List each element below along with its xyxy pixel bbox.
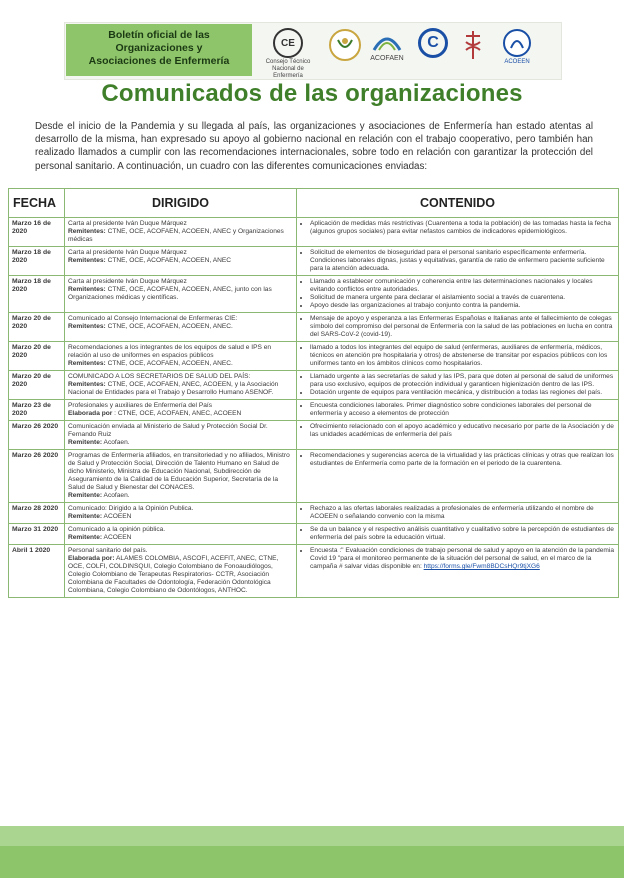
content-item-text: Se da un balance y el respectivo análisis cuantitativo y cualitativo sobre la percepción de estudiantes de enfermería del país sobre la educación virtual.: [310, 526, 614, 541]
row-senders-list: ACOEEN: [102, 534, 132, 541]
acofaen-logo-caption: ACOFAEN: [370, 55, 404, 62]
row-contenido: [297, 342, 619, 371]
row-senders: [68, 439, 293, 447]
acofaen-emblem-icon: [370, 28, 404, 54]
content-list: [300, 249, 615, 273]
row-senders: [68, 286, 293, 302]
row-recipient: Carta al presidente Iván Duque Márquez: [68, 220, 187, 227]
row-senders-label: Remitente:: [68, 534, 103, 541]
acoeen-emblem-icon: [502, 28, 532, 58]
content-item: [310, 389, 615, 397]
content-item-text: Llamado urgente a las secretarías de salud y las IPS, para que doten al personal de salud de uniformes para uso exclusivo, equipos de protección individual y garanticen higienización dentro de las IPS.: [310, 373, 614, 388]
row-dirigido: [65, 400, 297, 421]
bulletin-title-line-2: Organizaciones y: [115, 42, 203, 54]
row-date: Marzo 20 de 2020: [9, 313, 65, 342]
content-item: [310, 302, 615, 310]
row-recipient: Carta al presidente Iván Duque Márquez: [68, 249, 187, 256]
row-senders: [68, 360, 293, 368]
row-contenido: [297, 421, 619, 450]
content-list: [300, 402, 615, 418]
content-list: [300, 344, 615, 368]
content-item-text: Llamado a establecer comunicación y coherencia entre las determinaciones nacionales y locales evitando conflictos entre autoridades.: [310, 278, 593, 293]
row-senders-label: Remitentes:: [68, 381, 106, 388]
row-recipient: COMUNICADO A LOS SECRETARIOS DE SALUD DEL PAÍS:: [68, 373, 251, 380]
content-item: [310, 344, 615, 368]
row-recipient: Comunicación enviada al Ministerio de Salud y Protección Social Dr. Fernando Ruiz: [68, 423, 268, 438]
row-contenido: [297, 524, 619, 545]
acofaen-logo: [370, 28, 404, 62]
row-senders: [68, 534, 293, 542]
content-item: [310, 373, 615, 389]
anec-logo: [418, 28, 448, 58]
row-recipient: Comunicado a la opinión pública.: [68, 526, 166, 533]
content-list: [300, 373, 615, 397]
bulletin-title-line-3: Asociaciones de Enfermería: [88, 55, 230, 67]
header-dirigido: DIRIGIDO: [65, 189, 297, 218]
top-margin: [0, 0, 624, 14]
content-list: [300, 423, 615, 439]
table-row: [9, 371, 619, 400]
header-fecha: FECHA: [9, 189, 65, 218]
row-senders-list: Acofaen.: [102, 439, 130, 446]
content-list: [300, 526, 615, 542]
ctne-logo-caption: Consejo Técnico Nacional de Enfermería: [265, 59, 311, 79]
content-item-text: Aplicación de medidas más restrictivas (Cuarentena a toda la población) de las tomadas hasta la fecha (algunos grupos sociales) para evitar nefastos cambios de indicadores epidemiológicos.: [310, 220, 611, 235]
row-senders-list: CTNE, OCE, ACOFAEN, ACOEEN, ANEC y Organizaciones médicas: [68, 228, 284, 243]
content-item-text: Recomendaciones y sugerencias acerca de la virtualidad y las prácticas clínicas y otras que realizan los estudiantes de Enfermería como parte de la formación en el periodo de la cuarentena.: [310, 452, 614, 467]
header-contenido: CONTENIDO: [297, 189, 619, 218]
row-senders: [68, 381, 293, 397]
content-item-text: Solicitud de elementos de bioseguridad para el personal sanitario específicamente enfermería. Condiciones laborales dignas, justas y equitativas, garantía de ratio de enfermero paciente suficiente para la atención adecuada.: [310, 249, 605, 272]
organization-logos: [258, 26, 558, 79]
row-senders-list: ACOEEN: [102, 513, 132, 520]
row-senders-label: Remitente:: [68, 513, 103, 520]
row-senders-label: Remitente:: [68, 439, 103, 446]
table-row: [9, 218, 619, 247]
communications-table: [8, 188, 619, 598]
content-list: [300, 315, 615, 339]
content-item: [310, 402, 615, 418]
content-list: [300, 452, 615, 468]
row-date: Marzo 18 de 2020: [9, 276, 65, 313]
row-dirigido: [65, 450, 297, 503]
caduceus-logo: [458, 28, 488, 62]
row-contenido: [297, 545, 619, 598]
content-item: [310, 249, 615, 273]
row-date: Marzo 20 de 2020: [9, 342, 65, 371]
row-senders-list: CTNE, OCE, ACOFAEN, ACOEEN, ANEC: [105, 257, 232, 264]
table-row: [9, 313, 619, 342]
row-date: Marzo 16 de 2020: [9, 218, 65, 247]
row-date: Marzo 26 2020: [9, 421, 65, 450]
row-contenido: [297, 450, 619, 503]
footer-band-inner: [0, 846, 624, 878]
oce-logo: [328, 28, 362, 62]
row-dirigido: [65, 218, 297, 247]
row-senders-list: CTNE, OCE, ACOFAEN, ACOEEN, ANEC, junto con las Organizaciones médicas y científicas.: [68, 286, 272, 301]
row-dirigido: [65, 503, 297, 524]
content-item-text: Apoyo desde las organizaciones al trabajo conjunto contra la pandemia.: [310, 302, 521, 309]
row-dirigido: [65, 276, 297, 313]
survey-link[interactable]: https://forms.gle/Fwm8BDCsHQr9tjXG6: [423, 563, 540, 570]
row-senders-list: Acofaen.: [102, 492, 130, 499]
row-dirigido: [65, 342, 297, 371]
row-senders-label: Remitentes:: [68, 257, 106, 264]
content-item: [310, 315, 615, 339]
row-contenido: [297, 276, 619, 313]
content-item: [310, 526, 615, 542]
row-senders-list: ALAMES COLOMBIA, ASCOFI, ACEFIT, ANEC, CTNE, OCE, COLFI, COLDINSQUI, Colegio Colombiano de Fonoaudiólogos, Colegio Colombiano de Terapeutas Respiratorios- CCTR, Asociación Colombiana de Facultades de Odontología, Federación Odontológica Colombiana, Colegio Colombiano de Odontólogos, ANTHOC.: [68, 555, 279, 594]
row-date: Abril 1 2020: [9, 545, 65, 598]
row-recipient: Comunicado: Dirigido a la Opinión Publica.: [68, 505, 194, 512]
acoeen-logo: [502, 28, 532, 66]
bulletin-title-box: [66, 24, 252, 76]
row-senders: [68, 513, 293, 521]
content-item: [310, 220, 615, 236]
row-recipient: Comunicado al Consejo Internacional de Enfermeras CIE:: [68, 315, 238, 322]
row-contenido: [297, 371, 619, 400]
row-date: Marzo 18 de 2020: [9, 247, 65, 276]
table-header-row: [9, 189, 619, 218]
row-recipient: Carta al presidente Iván Duque Márquez: [68, 278, 187, 285]
content-item: [310, 423, 615, 439]
row-contenido: [297, 400, 619, 421]
row-senders-list: : CTNE, OCE, ACOFAEN, ANEC, ACOEEN: [112, 410, 242, 417]
row-senders-list: CTNE, OCE, ACOFAEN, ACOEEN, ANEC.: [105, 323, 233, 330]
row-senders-label: Elaborada por:: [68, 555, 115, 562]
row-senders-label: Remitentes:: [68, 228, 106, 235]
row-date: Marzo 28 2020: [9, 503, 65, 524]
table-row: [9, 421, 619, 450]
row-senders: [68, 257, 293, 265]
row-dirigido: [65, 524, 297, 545]
content-item-text: Mensaje de apoyo y esperanza a las Enfermeras Españolas e Italianas ante el fallecimiento de colegas símbolo del compromiso del personal de Enfermería con la salud de las poblaciones en lucha en contra del SARS-CoV-2 (covid-19).: [310, 315, 613, 338]
oce-emblem-icon: [328, 28, 362, 62]
row-dirigido: [65, 371, 297, 400]
footer-band: [0, 826, 624, 878]
content-item: [310, 294, 615, 302]
content-item-text: Rechazo a las ofertas laborales realizadas a profesionales de enfermería utilizando el nombre de ACOEEN o señalando convenio con la misma: [310, 505, 594, 520]
row-date: Marzo 20 de 2020: [9, 371, 65, 400]
row-recipient: Programas de Enfermería afiliados, en transitoriedad y no afiliados, Ministro de Salud y Protección Social, Dirección de Talento Humano en Salud de dicho Ministerio, Ministra de Educación Nacional, Subdirección de Aseguramiento de la Calidad de la Educación Superior, Secretaría de la Salud de Salud y Bienestar del CONACES.: [68, 452, 290, 491]
row-dirigido: [65, 545, 297, 598]
row-senders: [68, 410, 293, 418]
row-dirigido: [65, 247, 297, 276]
row-date: Marzo 23 de 2020: [9, 400, 65, 421]
table-row: [9, 503, 619, 524]
row-senders: [68, 555, 293, 595]
caduceus-icon: [458, 28, 488, 62]
content-item-text: Encuesta condiciones laborales. Primer diagnóstico sobre condiciones laborales del personal de enfermería y acceso a elementos de protección: [310, 402, 592, 417]
anec-logo-mark: C: [418, 28, 448, 58]
row-recipient: Personal sanitario del país.: [68, 547, 148, 554]
table-row: [9, 276, 619, 313]
acoeen-logo-caption: ACOEEN: [504, 59, 530, 65]
content-list: [300, 278, 615, 310]
row-contenido: [297, 218, 619, 247]
content-item: [310, 505, 615, 521]
row-senders-label: Remitentes:: [68, 360, 106, 367]
content-item-text: Dotación urgente de equipos para ventilación mecánica, y distribución a todas las regiones del país.: [310, 389, 603, 396]
row-senders-label: Remitentes:: [68, 323, 106, 330]
row-contenido: [297, 503, 619, 524]
page-title: Comunicados de las organizaciones: [101, 80, 523, 107]
table-row: [9, 524, 619, 545]
row-dirigido: [65, 313, 297, 342]
ctne-logo-mark: CE: [273, 28, 303, 58]
row-senders-label: Elaborada por: [68, 410, 113, 417]
ctne-logo: [258, 28, 318, 80]
table-row: [9, 342, 619, 371]
intro-paragraph: Desde el inicio de la Pandemia y su llegada al país, las organizaciones y asociaciones de Enfermería han estado atentas al desarrollo de la misma, han expresado su apoyo al gobierno nacional en relación con el trabajo cooperativo, pero también han realizado llamados a cumplir con las recomendaciones internacionales, sobre todo en relación con garantizar la protección del personal sanitario. A continuación, un cuadro con las diferentes comunicaciones enviadas:: [35, 121, 593, 172]
row-senders: [68, 228, 293, 244]
content-item-text: Ofrecimiento relacionado con el apoyo académico y educativo necesario por parte de la Asociación y de las unidades académicas de enfermería del país: [310, 423, 614, 438]
row-senders-list: CTNE, OCE, ACOFAEN, ANEC, ACOEEN, y la Asociación Nacional de Entidades para el Trabajo y Desarrollo Humano ASENOF.: [68, 381, 279, 396]
row-date: Marzo 26 2020: [9, 450, 65, 503]
content-item: [310, 452, 615, 468]
row-senders-label: Remitentes:: [68, 286, 106, 293]
content-item-text: Encuesta :" Evaluación condiciones de trabajo personal de salud y apoyo en la atención de la pandemia Covid 19 "para el monitoreo permanente de la situación del personal de salud, en el marco de la campaña # salvar vidas disponible en:: [310, 547, 615, 570]
content-list: [300, 505, 615, 521]
row-senders: [68, 323, 293, 331]
content-list: [300, 547, 615, 571]
row-recipient: Recomendaciones a los integrantes de los equipos de salud e IPS en relación al uso de uniformes en espacios públicos: [68, 344, 272, 359]
row-senders: [68, 492, 293, 500]
table-row: [9, 247, 619, 276]
table-row: [9, 450, 619, 503]
row-senders-label: Remitente:: [68, 492, 103, 499]
row-date: Marzo 31 2020: [9, 524, 65, 545]
table-row: [9, 400, 619, 421]
bulletin-title-line-1: Boletín oficial de las: [108, 29, 210, 41]
row-contenido: [297, 247, 619, 276]
row-recipient: Profesionales y auxiliares de Enfermería del País: [68, 402, 213, 409]
content-item-text: Solicitud de manera urgente para declarar el aislamiento social a través de cuarentena.: [310, 294, 566, 301]
row-contenido: [297, 313, 619, 342]
content-item-text: llamado a todos los integrantes del equipo de salud (enfermeras, auxiliares de enfermería, médicos, técnicos en atención pre hospitalaria y otros) de abstenerse de transitar por espacios públicos con los uniformes tanto en los ámbitos clínicos como hospitalarios.: [310, 344, 608, 367]
table-row: [9, 545, 619, 598]
content-item: [310, 278, 615, 294]
content-list: [300, 220, 615, 236]
content-item: [310, 547, 615, 571]
row-dirigido: [65, 421, 297, 450]
row-senders-list: CTNE, OCE, ACOFAEN, ACOEEN, ANEC.: [105, 360, 233, 367]
